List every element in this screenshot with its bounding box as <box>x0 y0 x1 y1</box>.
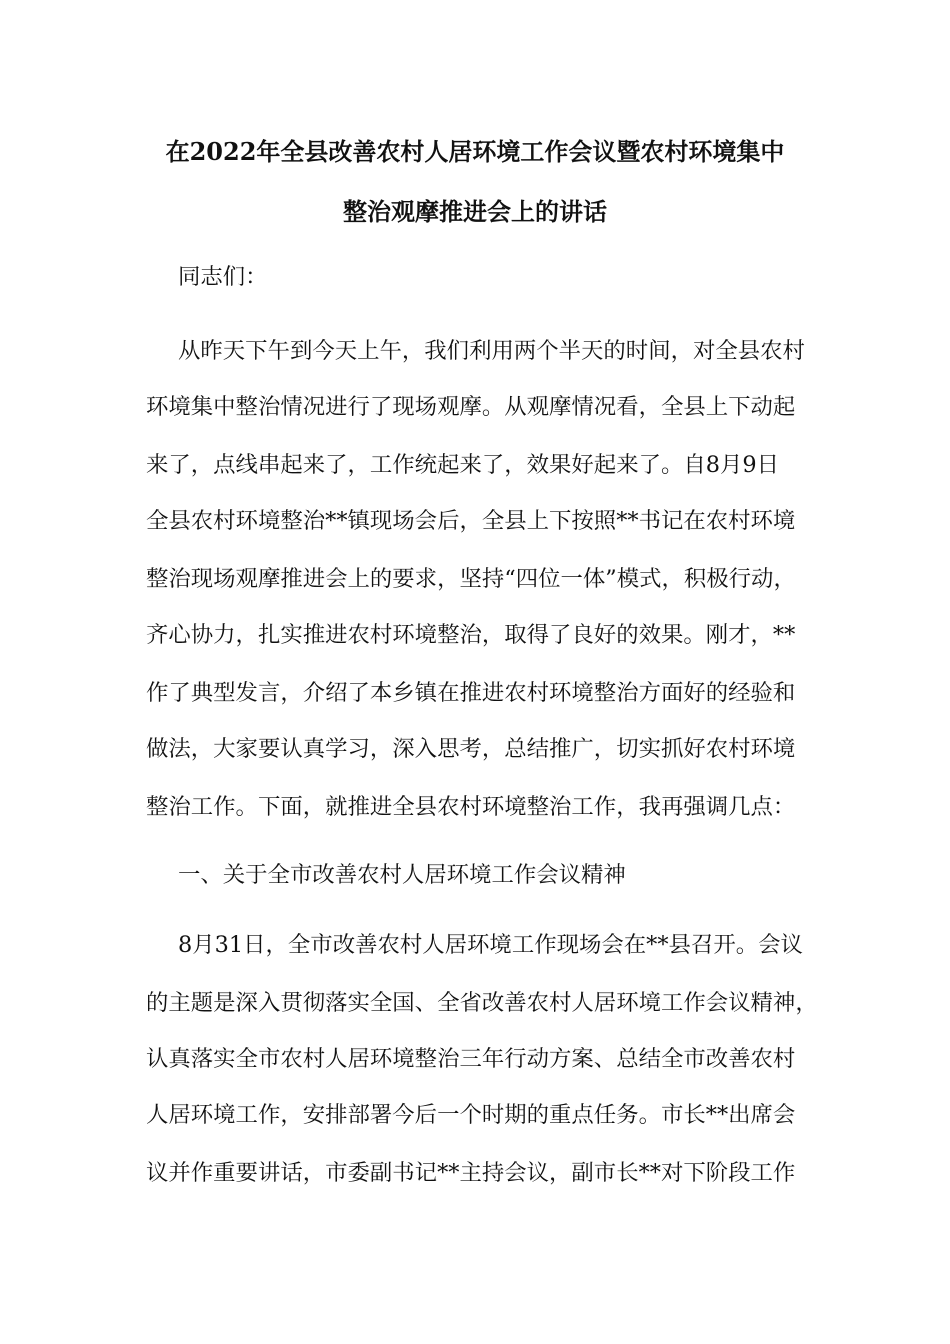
salutation: 同志们： <box>178 264 268 290</box>
paragraph-2-line-1: 8月31日，全市改善农村人居环境工作现场会在**县召开。会议 <box>178 932 803 958</box>
paragraph-2-line-2: 的主题是深入贯彻落实全国、全省改善农村人居环境工作会议精神， <box>146 990 818 1016</box>
paragraph-1-line-6: 齐心协力，扎实推进农村环境整治，取得了良好的效果。刚才，** <box>146 622 796 648</box>
paragraph-1-line-1: 从昨天下午到今天上午，我们利用两个半天的时间，对全县农村 <box>178 338 805 364</box>
document-title-line-2: 整治观摩推进会上的讲话 <box>343 197 607 226</box>
paragraph-2-line-5: 议并作重要讲话，市委副书记**主持会议，副市长**对下阶段工作 <box>146 1160 796 1186</box>
paragraph-1-line-8: 做法，大家要认真学习，深入思考，总结推广，切实抓好农村环境 <box>146 736 796 762</box>
section-1-heading: 一、关于全市改善农村人居环境工作会议精神 <box>178 862 626 888</box>
paragraph-1-line-2: 环境集中整治情况进行了现场观摩。从观摩情况看，全县上下动起 <box>146 394 796 420</box>
paragraph-1-line-4: 全县农村环境整治**镇现场会后，全县上下按照**书记在农村环境 <box>146 508 796 534</box>
paragraph-2-line-4: 人居环境工作，安排部署今后一个时期的重点任务。市长**出席会 <box>146 1102 796 1128</box>
paragraph-1-line-3: 来了，点线串起来了，工作统起来了，效果好起来了。自8月9日 <box>146 452 780 478</box>
paragraph-1-line-5: 整治现场观摩推进会上的要求，坚持“四位一体”模式，积极行动， <box>146 566 796 592</box>
paragraph-1-line-9: 整治工作。下面，就推进全县农村环境整治工作，我再强调几点： <box>146 794 796 820</box>
document-title-line-1: 在2022年全县改善农村人居环境工作会议暨农村环境集中 <box>165 137 785 166</box>
paragraph-2-line-3: 认真落实全市农村人居环境整治三年行动方案、总结全市改善农村 <box>146 1046 796 1072</box>
paragraph-1-line-7: 作了典型发言，介绍了本乡镇在推进农村环境整治方面好的经验和 <box>146 680 796 706</box>
